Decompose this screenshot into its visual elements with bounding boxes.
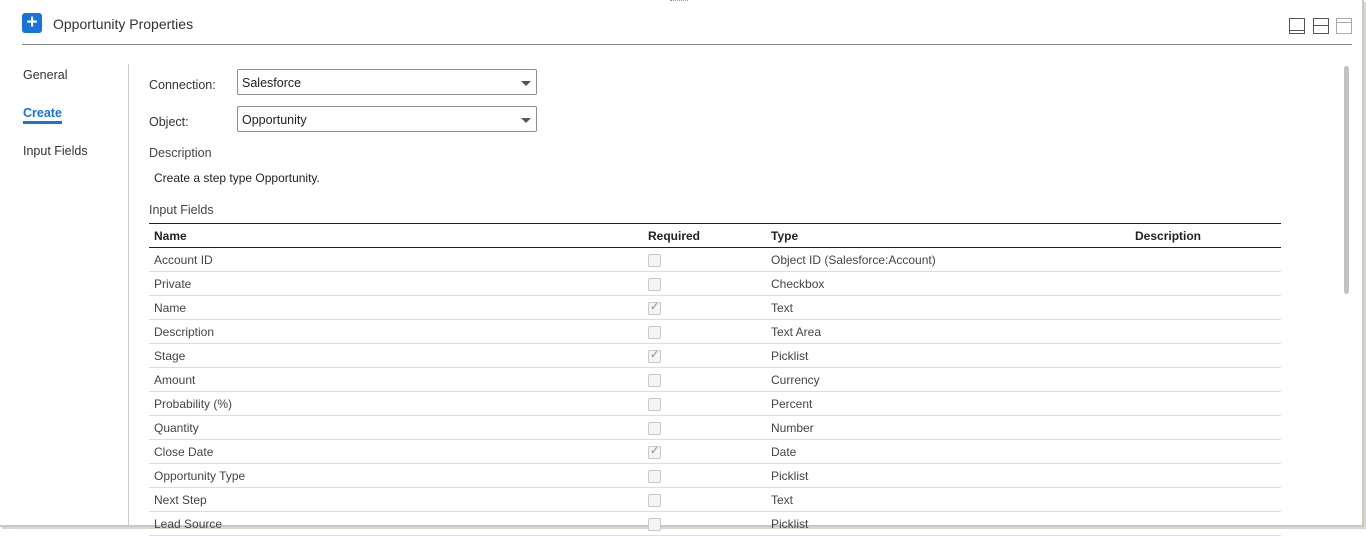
description-text: Create a step type Opportunity. xyxy=(154,171,320,185)
required-cell xyxy=(643,440,766,464)
add-icon[interactable]: + xyxy=(22,13,42,33)
required-cell xyxy=(643,272,766,296)
vertical-scrollbar[interactable] xyxy=(1343,64,1351,526)
field-name-cell: Lead Source xyxy=(149,512,643,536)
field-type-cell: Checkbox xyxy=(766,272,1130,296)
field-description-cell xyxy=(1130,440,1281,464)
nav-item-input-fields[interactable] xyxy=(23,144,123,164)
field-type-cell: Picklist xyxy=(766,344,1130,368)
connection-label: Connection: xyxy=(149,78,216,92)
field-description-cell xyxy=(1130,248,1281,272)
field-name-cell: Opportunity Type xyxy=(149,464,643,488)
layout-top-icon[interactable] xyxy=(1336,18,1352,34)
required-cell xyxy=(643,416,766,440)
layout-split-icon[interactable] xyxy=(1313,18,1329,34)
field-type-cell: Number xyxy=(766,416,1130,440)
nav-item-create[interactable] xyxy=(23,106,123,126)
field-name-cell: Private xyxy=(149,272,643,296)
field-description-cell xyxy=(1130,320,1281,344)
chevron-down-icon xyxy=(521,118,531,123)
field-description-cell xyxy=(1130,272,1281,296)
field-type-cell: Picklist xyxy=(766,512,1130,536)
table-row[interactable] xyxy=(149,416,1281,440)
field-type-cell: Percent xyxy=(766,392,1130,416)
table-row[interactable] xyxy=(149,440,1281,464)
table-row[interactable] xyxy=(149,320,1281,344)
required-checkbox xyxy=(648,350,661,363)
nav-item-general[interactable] xyxy=(23,68,123,88)
table-header-row xyxy=(149,224,1281,248)
field-type-cell: Date xyxy=(766,440,1130,464)
connection-select[interactable] xyxy=(237,69,537,95)
table-row[interactable] xyxy=(149,296,1281,320)
panel-header xyxy=(22,12,1352,45)
table-row[interactable] xyxy=(149,344,1281,368)
chevron-down-icon xyxy=(521,81,531,86)
input-fields-heading: Input Fields xyxy=(149,203,214,217)
resize-handle[interactable] xyxy=(670,0,688,3)
field-name-cell: Amount xyxy=(149,368,643,392)
object-value: Opportunity xyxy=(242,113,307,127)
field-name-cell: Next Step xyxy=(149,488,643,512)
required-checkbox xyxy=(648,326,661,339)
field-name-cell: Account ID xyxy=(149,248,643,272)
column-header-description[interactable]: Description xyxy=(1130,224,1281,248)
field-name-cell: Stage xyxy=(149,344,643,368)
required-cell xyxy=(643,488,766,512)
description-heading: Description xyxy=(149,146,212,160)
field-type-cell: Picklist xyxy=(766,464,1130,488)
field-description-cell xyxy=(1130,512,1281,536)
input-fields-table xyxy=(149,223,1281,536)
column-header-required[interactable]: Required xyxy=(643,224,766,248)
panel-title: Opportunity Properties xyxy=(53,16,194,32)
field-type-cell: Text xyxy=(766,296,1130,320)
required-checkbox xyxy=(648,278,661,291)
table-row[interactable] xyxy=(149,392,1281,416)
layout-bottom-icon[interactable] xyxy=(1289,18,1305,34)
field-description-cell xyxy=(1130,344,1281,368)
connection-value: Salesforce xyxy=(242,76,302,90)
required-cell xyxy=(643,392,766,416)
side-nav xyxy=(23,68,123,182)
field-description-cell xyxy=(1130,488,1281,512)
field-type-cell: Text Area xyxy=(766,320,1130,344)
table-row[interactable] xyxy=(149,368,1281,392)
field-description-cell xyxy=(1130,416,1281,440)
required-cell xyxy=(643,344,766,368)
nav-item-label: General xyxy=(23,68,68,82)
object-label: Object: xyxy=(149,115,189,129)
required-checkbox xyxy=(648,422,661,435)
field-name-cell: Close Date xyxy=(149,440,643,464)
nav-item-label: Input Fields xyxy=(23,144,88,158)
required-checkbox xyxy=(648,398,661,411)
required-cell xyxy=(643,512,766,536)
nav-item-label: Create xyxy=(23,106,62,124)
field-type-cell: Currency xyxy=(766,368,1130,392)
required-checkbox xyxy=(648,446,661,459)
nav-divider xyxy=(128,64,129,526)
required-checkbox xyxy=(648,374,661,387)
table-row[interactable] xyxy=(149,488,1281,512)
field-description-cell xyxy=(1130,296,1281,320)
table-row[interactable] xyxy=(149,272,1281,296)
required-checkbox xyxy=(648,302,661,315)
table-row[interactable] xyxy=(149,512,1281,536)
layout-toggle-group xyxy=(1286,18,1352,34)
required-cell xyxy=(643,320,766,344)
field-type-cell: Object ID (Salesforce:Account) xyxy=(766,248,1130,272)
table-row[interactable] xyxy=(149,248,1281,272)
required-cell xyxy=(643,296,766,320)
field-description-cell xyxy=(1130,392,1281,416)
required-cell xyxy=(643,368,766,392)
required-checkbox xyxy=(648,494,661,507)
field-name-cell: Description xyxy=(149,320,643,344)
object-select[interactable] xyxy=(237,106,537,132)
field-name-cell: Probability (%) xyxy=(149,392,643,416)
field-description-cell xyxy=(1130,464,1281,488)
scrollbar-thumb[interactable] xyxy=(1344,66,1349,294)
column-header-type[interactable]: Type xyxy=(766,224,1130,248)
table-row[interactable] xyxy=(149,464,1281,488)
field-name-cell: Quantity xyxy=(149,416,643,440)
column-header-name[interactable]: Name xyxy=(149,224,643,248)
required-cell xyxy=(643,464,766,488)
required-cell xyxy=(643,248,766,272)
required-checkbox xyxy=(648,254,661,267)
field-type-cell: Text xyxy=(766,488,1130,512)
field-description-cell xyxy=(1130,368,1281,392)
field-name-cell: Name xyxy=(149,296,643,320)
required-checkbox xyxy=(648,470,661,483)
